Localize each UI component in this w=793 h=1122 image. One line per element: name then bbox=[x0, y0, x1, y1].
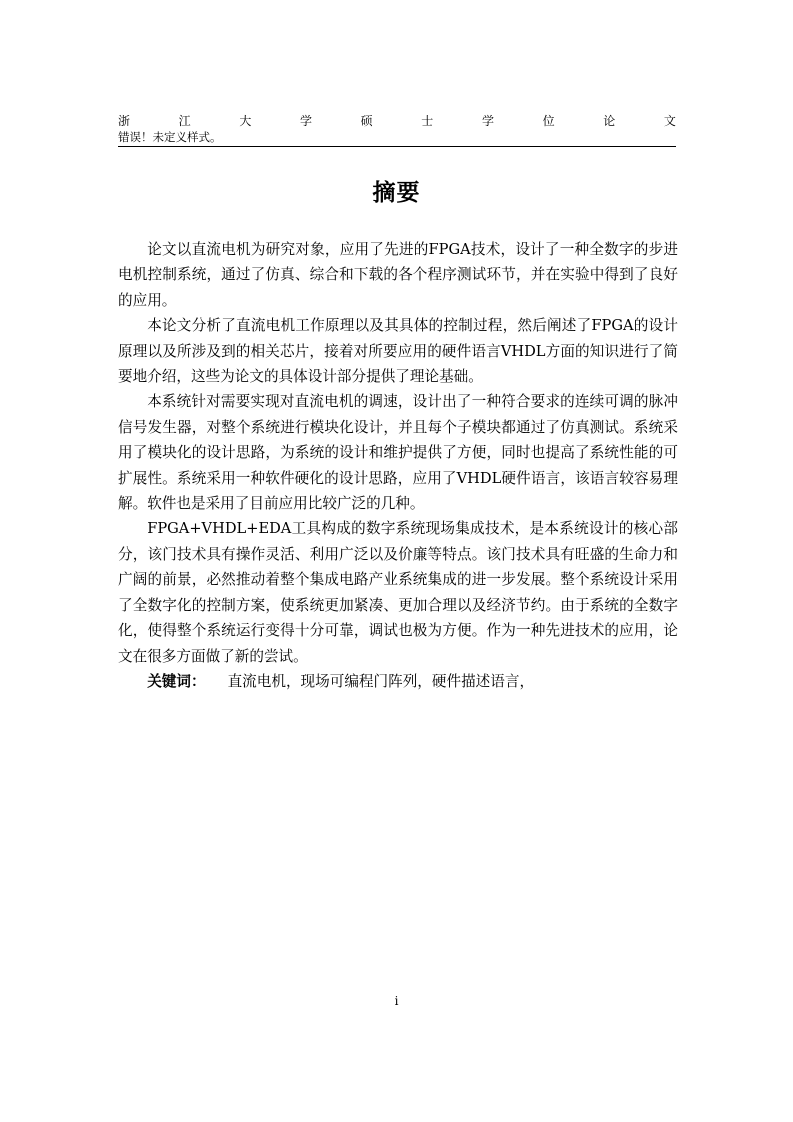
keywords-line bbox=[118, 669, 678, 694]
abstract-paragraph: 本系统针对需要实现对直流电机的调速，设计出了一种符合要求的连续可调的脉冲信号发生器，对整个系统进行模块化设计，并且每个子模块都通过了仿真测试。系统采用了模块化的设计思路，为系统的设计和维护提供了方便，同时也提高了系统性能的可扩展性。系统采用一种软件硬化的设计思路，应用了VHDL硬件语言，该语言较容易理解。软件也是采用了目前应用比较广泛的几种。 bbox=[118, 393, 678, 513]
abstract-body bbox=[118, 237, 678, 694]
header-char: 硕 bbox=[360, 114, 373, 128]
header-char: 浙 bbox=[118, 114, 131, 128]
running-header bbox=[118, 114, 676, 129]
keywords-label: 关键词： bbox=[147, 672, 206, 690]
header-char: 论 bbox=[603, 114, 616, 128]
header-divider bbox=[118, 146, 676, 147]
abstract-paragraph: FPGA+VHDL+EDA工具构成的数字系统现场集成技术，是本系统设计的核心部分，该门技术具有操作灵活、利用广泛以及价廉等特点。该门技术具有旺盛的生命力和广阔的前景，必然推动着整个集成电路产业系统集成的进一步发展。整个系统设计采用了全数字化的控制方案，使系统更加紧凑、更加合理以及经济节约。由于系统的全数字化，使得整个系统运行变得十分可靠，调试也极为方便。作为一种先进技术的应用，论文在很多方面做了新的尝试。 bbox=[118, 520, 678, 665]
header-char: 文 bbox=[663, 114, 676, 128]
header-char: 江 bbox=[178, 114, 191, 128]
header-char: 位 bbox=[542, 114, 555, 128]
header-char: 学 bbox=[299, 114, 312, 128]
header-char: 学 bbox=[481, 114, 494, 128]
abstract-paragraph: 论文以直流电机为研究对象，应用了先进的FPGA技术，设计了一种全数字的步进电机控制系统，通过了仿真、综合和下载的各个程序测试环节，并在实验中得到了良好的应用。 bbox=[118, 241, 678, 309]
header-error-text: 错误！未定义样式。 bbox=[118, 130, 222, 144]
page-number: i bbox=[394, 994, 399, 1008]
keywords-text: 直流电机，现场可编程门阵列，硬件描述语言， bbox=[227, 672, 535, 690]
page-title: 摘要 bbox=[372, 179, 421, 206]
header-char: 大 bbox=[239, 114, 252, 128]
abstract-paragraph: 本论文分析了直流电机工作原理以及其具体的控制过程，然后阐述了FPGA的设计原理以及所涉及到的相关芯片，接着对所要应用的硬件语言VHDL方面的知识进行了简要地介绍，这些为论文的具体设计部分提供了理论基础。 bbox=[118, 317, 678, 386]
header-char: 士 bbox=[421, 114, 434, 128]
